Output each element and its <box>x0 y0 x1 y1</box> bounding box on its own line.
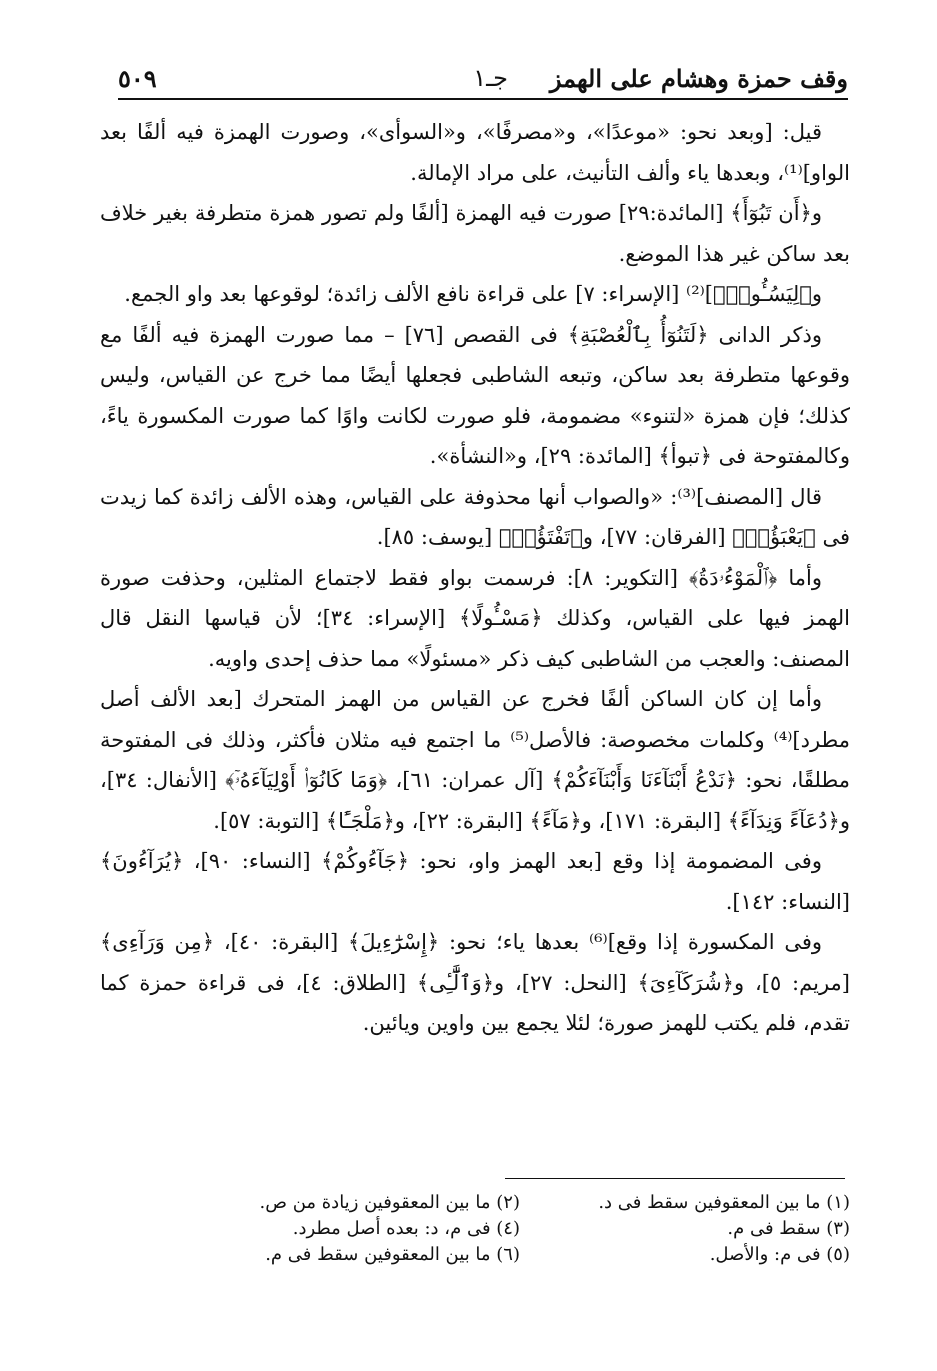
paragraph-3: و﴿لِيَسُـُٔوا۟﴾]⁽²⁾ [الإسراء: ٧] على قراءة نافع الألف زائدة؛ لوقوعها بعد واو الجمع. <box>124 282 822 306</box>
volume-label: جـ١ <box>473 64 508 92</box>
footnote-rule <box>505 1178 845 1179</box>
paragraph-1: قيل: [وبعد نحو: «موعدًا»، و«مصرفًا»، و«السوأى»، وصورت الهمزة فيه ألفًا بعد الواو]⁽¹⁾، وبعدها ياء وألف التأنيث، على مراد الإمالة. <box>100 120 850 185</box>
footnotes <box>150 1192 850 1282</box>
header-title: وقف حمزة وهشام على الهمز <box>549 64 848 93</box>
paragraph-4: وذكر الدانى ﴿لَتَنُوٓأُ بِٱلْعُصْبَةِ﴾ فى القصص [٧٦] – مما صورت الهمزة فيه ألفًا مع وقوعها متطرفة بعد ساكن، وتبعه الشاطبى فجعلها أيضًا مما خرج عن القياس، وليس كذلك؛ فإن همزة «لتنوء» مضمومة، فلو صورت لكانت واوًا كما صورت المكسورة ياءً، وكالمفتوحة فى ﴿تبوأ﴾ [المائدة: ٢٩]، و«النشأة». <box>100 322 850 468</box>
paragraph-9: وفى المكسورة إذا وقع]⁽⁶⁾ بعدها ياء؛ نحو: ﴿إِسْرَٰٓءِيلَ﴾ [البقرة: ٤٠]، ﴿مِن وَرَآءِى﴾ [مريم: ٥]، و﴿شُرَكَآءِىَ﴾ [النحل: ٢٧]، و﴿وَٱلَّٰٓـِٔى﴾ [الطلاق: ٤]، فى قراءة حمزة كما تقدم، فلم يكتب للهمز صورة؛ لئلا يجمع بين واوين ويائين. <box>100 930 850 1035</box>
header-rule <box>118 98 848 100</box>
paragraph-7: وأما إن كان الساكن ألفًا فخرج عن القياس من الهمز المتحرك [بعد الألف أصل مطرد]⁽⁴⁾ وكلمات مخصوصة: فالأصل⁽⁵⁾ ما اجتمع فيه مثلان فأكثر، وذلك فى المفتوحة مطلقًا، نحو: ﴿نَدْعُ أَبْنَآءَنَا وَأَبْنَآءَكُمْ﴾ [آل عمران: ٦١]، ﴿وَمَا كَانُوٓا۟ أَوْلِيَآءَهُۥٓ﴾ [الأنفال: ٣٤]، و﴿دُعَآءً وَنِدَآءً﴾ [البقرة: ١٧١]، و﴿مَآءً﴾ [البقرة: ٢٢]، و﴿مَلْجَـًٔا﴾ [التوبة: ٥٧]. <box>100 687 851 833</box>
running-header <box>118 58 848 98</box>
paragraph-2: و﴿أَن تَبُوٓأَ﴾ [المائدة:٢٩] صورت فيه الهمزة [ألفًا ولم تصور همزة متطرفة بغير خلاف بعد ساكن غير هذا الموضع. <box>100 201 850 266</box>
footnote-6: (٦) ما بين المعقوفين سقط فى م. <box>265 1244 520 1265</box>
page-number: ٥٠٩ <box>118 64 157 93</box>
paragraph-6: وأما ﴿ٱلْمَوْءُۥدَةُ﴾ [التكوير: ٨]: فرسمت بواو فقط لاجتماع المثلين، وحذفت صورة الهمز فيها على القياس، وكذلك ﴿مَسْـُٔولًا﴾ [الإسراء: ٣٤]؛ لأن قياسها النقل قال المصنف: والعجب من الشاطبى كيف ذكر «مسئولًا» مما حذف إحدى واويه. <box>100 565 850 671</box>
paragraph-8: وفى المضمومة إذا وقع [بعد الهمز واو، نحو: ﴿جَآءُوكُمْ﴾ [النساء: ٩٠]، ﴿يُرَآءُونَ﴾ [النساء: ١٤٢]. <box>100 849 850 914</box>
footnote-5: (٥) فى م: والأصل. <box>709 1244 850 1265</box>
footnote-2: (٢) ما بين المعقوفين زيادة من ص. <box>259 1192 520 1213</box>
main-text <box>100 112 850 1044</box>
footnote-1: (١) ما بين المعقوفين سقط فى د. <box>598 1192 850 1213</box>
paragraph-5: قال [المصنف]⁽³⁾: «والصواب أنها محذوفة على القياس، وهذه الألف زائدة كما زيدت فى ﴿يَعْبَؤُا۟﴾ [الفرقان: ٧٧]، و﴿تَفْتَؤُا۟﴾ [يوسف: ٨٥]. <box>100 484 850 549</box>
footnote-3: (٣) سقط فى م. <box>727 1218 850 1239</box>
footnote-4: (٤) فى م، د: بعده أصل مطرد. <box>292 1218 520 1239</box>
